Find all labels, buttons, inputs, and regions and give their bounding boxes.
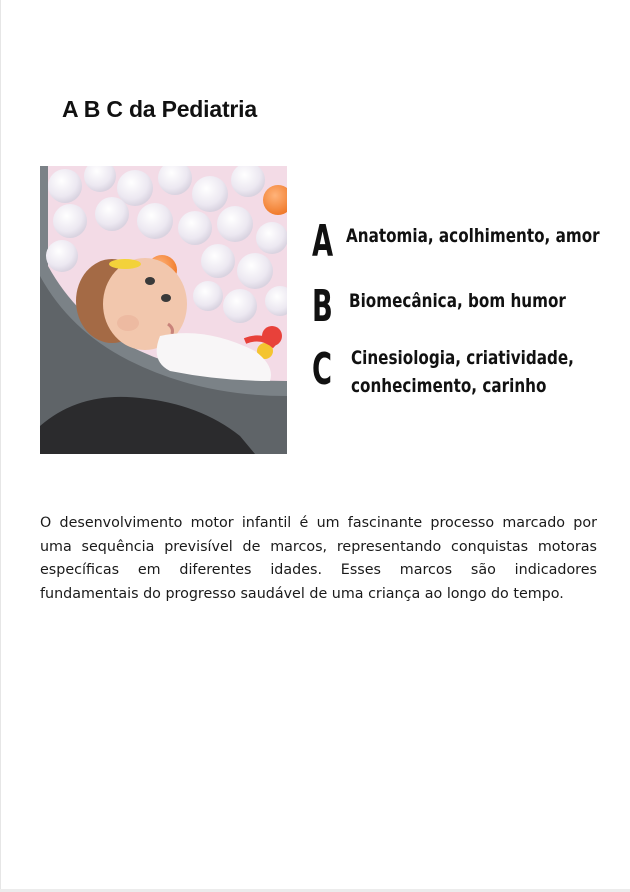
phrase-c <box>351 344 574 400</box>
phrase-c-line1: Cinesiologia, criatividade, <box>351 347 574 369</box>
baby-photo <box>40 166 287 454</box>
phrase-b: Biomecânica, bom humor <box>349 290 566 312</box>
abc-item-a <box>312 216 630 267</box>
abc-item-b <box>312 281 620 332</box>
letter-b: B <box>312 281 333 332</box>
phrase-a: Anatomia, acolhimento, amor <box>346 225 600 247</box>
baby-in-ball-pit-illustration <box>40 166 287 454</box>
phrase-c-line2: conhecimento, carinho <box>351 375 547 397</box>
letter-a: A <box>312 216 334 267</box>
body-paragraph: O desenvolvimento motor infantil é um fascinante processo marcado por uma sequência previsível de marcos, representando conquistas motoras específicas em diferentes idades. Esses marcos são indicadores fundamentais do progresso saudável de uma criança ao longo do tempo. <box>40 515 597 602</box>
page-title: A B C da Pediatria <box>62 96 257 122</box>
abc-item-c <box>312 344 630 400</box>
page-left-edge <box>0 0 1 892</box>
letter-c: C <box>312 344 333 395</box>
